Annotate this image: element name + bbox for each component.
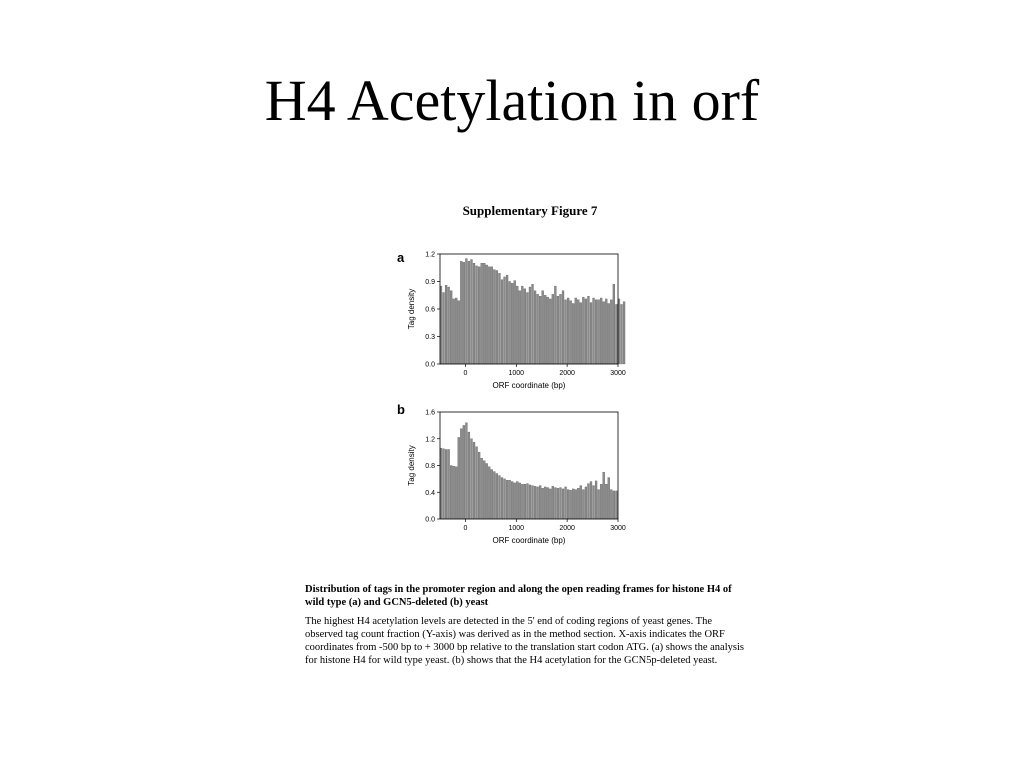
bar <box>521 484 523 519</box>
y-tick-label: 0.6 <box>425 306 435 314</box>
bar <box>580 303 582 364</box>
bar <box>590 482 592 519</box>
bar <box>473 442 475 519</box>
bar <box>554 488 556 519</box>
bar <box>496 271 498 365</box>
bar <box>585 487 587 519</box>
bar <box>567 298 569 364</box>
bar <box>570 490 572 519</box>
bar <box>582 297 584 364</box>
bar <box>465 423 467 519</box>
bar <box>455 467 457 519</box>
bar <box>509 480 511 519</box>
bar <box>603 472 605 519</box>
caption-body: The highest H4 acetylation levels are detected in the 5' end of coding regions of yeast genes. The observed tag count fraction (Y-axis) was derived as in the method section. X-axis indicates the ORF coordinates from -500 bp to + 3000 bp relative to the translation start codon ATG. (a) shows the analysis for histone H4 for wild type yeast. (b) shows that the H4 acetylation for the GCN5p-deleted yeast. <box>305 616 744 666</box>
y-tick-label: 0.4 <box>425 489 435 497</box>
bar <box>493 472 495 519</box>
bar <box>491 267 493 364</box>
bar <box>577 488 579 519</box>
bar <box>549 489 551 519</box>
bar <box>450 291 452 364</box>
bar <box>514 281 516 364</box>
bar <box>603 302 605 364</box>
bar <box>552 486 554 519</box>
x-tick-label: 3000 <box>610 525 626 532</box>
bar <box>570 301 572 364</box>
x-tick-label: 1000 <box>508 370 525 377</box>
bar <box>544 295 546 364</box>
bar <box>453 466 455 519</box>
bar <box>621 304 623 364</box>
bar <box>613 284 615 364</box>
bar <box>471 260 473 365</box>
x-axis-label: ORF coordinate (bp) <box>492 381 566 390</box>
bar <box>595 300 597 364</box>
figure-caption <box>305 583 745 667</box>
bar <box>468 261 470 364</box>
bar <box>542 488 544 519</box>
bar <box>587 484 589 519</box>
slide-title: H4 Acetylation in orf <box>264 68 760 133</box>
bar <box>575 490 577 519</box>
bar <box>460 261 462 364</box>
bar <box>615 491 617 519</box>
bar <box>593 486 595 519</box>
bar <box>560 294 562 364</box>
y-tick-label: 0.3 <box>425 334 435 341</box>
y-axis-label: Tag density <box>407 288 416 330</box>
y-tick-label: 0.0 <box>425 361 435 369</box>
bar <box>476 447 478 519</box>
y-axis-label: Tag density <box>407 445 416 486</box>
bar <box>445 449 447 519</box>
bar <box>565 487 567 519</box>
bar <box>481 263 483 364</box>
bar <box>498 273 500 364</box>
bar <box>511 283 513 364</box>
bar <box>534 486 536 519</box>
bar <box>529 287 531 364</box>
bar <box>471 439 473 519</box>
bar <box>562 291 564 364</box>
bar <box>572 304 574 365</box>
x-tick-label: 3000 <box>610 370 626 377</box>
bar <box>526 484 528 519</box>
bar <box>539 486 541 519</box>
bar <box>478 452 480 519</box>
bar <box>486 463 488 519</box>
bar <box>549 299 551 364</box>
bar <box>493 270 495 364</box>
bar <box>488 267 490 364</box>
bar <box>565 300 567 364</box>
x-tick-label: 0 <box>463 370 468 377</box>
bar <box>623 302 625 364</box>
bar <box>498 476 500 519</box>
bar <box>560 488 562 519</box>
y-tick-label: 0.8 <box>425 463 435 470</box>
bar <box>506 480 508 519</box>
bar <box>453 299 455 364</box>
bar <box>488 467 490 519</box>
bar <box>532 284 534 364</box>
bar <box>590 303 592 364</box>
x-tick-label: 2000 <box>559 370 575 377</box>
bar <box>516 482 518 519</box>
figure-title: Supplementary Figure 7 <box>462 203 598 218</box>
bar <box>567 490 569 519</box>
bar <box>491 470 493 519</box>
bar <box>458 301 460 364</box>
bar <box>610 300 612 364</box>
bar <box>562 489 564 519</box>
x-tick-label: 1000 <box>508 525 525 532</box>
bar <box>557 296 559 364</box>
bar <box>445 285 447 364</box>
bar <box>537 487 539 519</box>
bar <box>577 300 579 364</box>
bar <box>554 286 556 364</box>
bar <box>600 484 602 519</box>
bar <box>448 449 450 519</box>
bar <box>509 282 511 365</box>
bar <box>526 293 528 365</box>
bar <box>521 286 523 364</box>
bar <box>496 474 498 519</box>
bar <box>443 293 445 365</box>
chart-b <box>407 402 640 554</box>
bar <box>572 489 574 519</box>
y-tick-label: 0.0 <box>425 516 435 524</box>
bar <box>524 289 526 364</box>
bar <box>501 280 503 364</box>
bar <box>463 262 465 364</box>
caption-heading: Distribution of tags in the promoter region and along the open reading frames for histone H4 of wild type (a) and GCN5-deleted (b) yeast <box>305 584 732 608</box>
bar <box>483 461 485 519</box>
y-tick-label: 1.6 <box>425 409 435 417</box>
bar <box>580 486 582 519</box>
bar <box>615 304 617 364</box>
bar <box>534 291 536 364</box>
panel-label-a: a <box>397 250 405 265</box>
bar <box>448 287 450 364</box>
bar <box>524 484 526 519</box>
bar <box>605 299 607 364</box>
bar <box>547 488 549 519</box>
bar <box>476 266 478 364</box>
bar <box>544 487 546 519</box>
bar <box>443 449 445 519</box>
bar <box>468 432 470 519</box>
bar <box>473 263 475 364</box>
bar <box>532 486 534 519</box>
bar <box>529 485 531 519</box>
bar <box>483 263 485 364</box>
panel-label-b: b <box>397 402 405 417</box>
bar <box>608 304 610 365</box>
bar <box>582 490 584 519</box>
bar <box>460 429 462 519</box>
bar <box>598 300 600 364</box>
bar <box>598 490 600 519</box>
bar <box>547 297 549 364</box>
bar <box>519 291 521 364</box>
bar <box>595 481 597 519</box>
bar <box>458 437 460 519</box>
bar <box>486 265 488 364</box>
bar <box>504 277 506 364</box>
bar <box>511 482 513 519</box>
bar <box>465 259 467 364</box>
bar <box>463 425 465 519</box>
bar <box>608 478 610 519</box>
bar <box>557 488 559 519</box>
x-axis-label: ORF coordinate (bp) <box>492 536 566 545</box>
bar <box>587 296 589 364</box>
bar <box>514 483 516 519</box>
bar <box>600 298 602 364</box>
y-tick-label: 1.2 <box>425 436 435 444</box>
bar <box>506 275 508 364</box>
y-tick-label: 1.2 <box>425 251 435 259</box>
bar <box>575 298 577 364</box>
bar <box>585 299 587 364</box>
bar <box>450 466 452 520</box>
bar <box>455 298 457 364</box>
bar <box>552 294 554 364</box>
x-tick-label: 0 <box>463 525 468 532</box>
bar <box>610 490 612 519</box>
x-tick-label: 2000 <box>559 525 575 532</box>
bar <box>519 483 521 519</box>
bar <box>593 298 595 364</box>
bar <box>542 291 544 364</box>
bar <box>481 458 483 519</box>
bar <box>516 286 518 364</box>
bar <box>537 294 539 364</box>
chart-a <box>407 244 640 396</box>
bar <box>613 491 615 519</box>
bar <box>605 484 607 519</box>
bar <box>501 478 503 519</box>
bar <box>478 267 480 364</box>
bar <box>539 296 541 364</box>
bar <box>504 479 506 519</box>
y-tick-label: 0.9 <box>425 279 435 286</box>
